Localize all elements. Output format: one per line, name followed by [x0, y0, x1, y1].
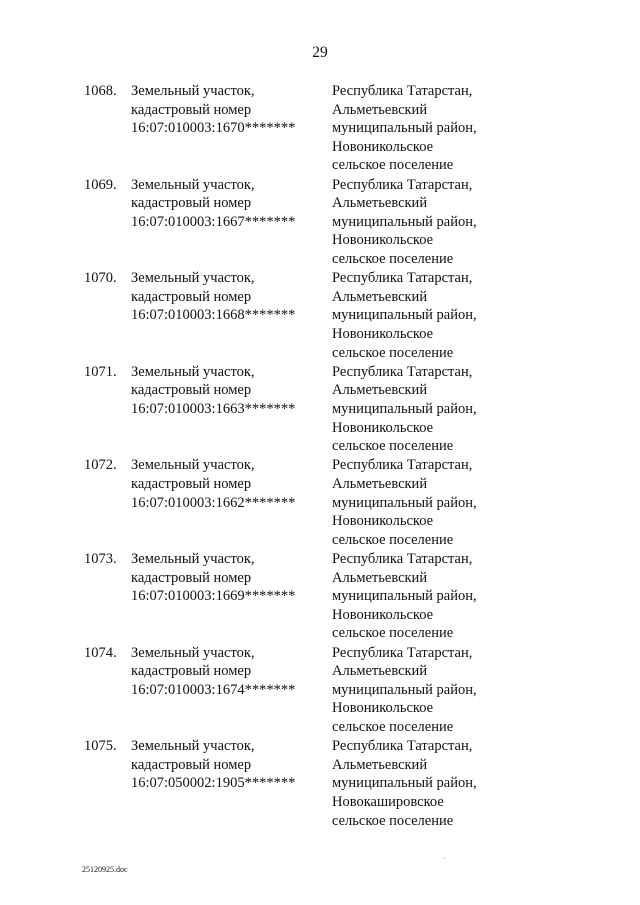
- description-line: Земельный участок,: [131, 550, 255, 567]
- address-line: муниципальный район,: [332, 775, 477, 792]
- address-line: Новоникольское: [332, 700, 434, 717]
- address-line: Новоникольское: [332, 606, 434, 623]
- description-line: кадастровый номер: [131, 756, 252, 773]
- address-line: Альметьевский: [332, 756, 428, 773]
- entry-number: 1068.: [84, 83, 117, 99]
- entry-number: 1075.: [84, 738, 117, 755]
- scan-speck: [444, 858, 445, 859]
- address-line: Республика Татарстан,: [332, 363, 473, 380]
- address-line: Новоникольское: [332, 325, 434, 342]
- entry-description: [131, 737, 295, 793]
- list-item: [0, 176, 640, 270]
- address-line: муниципальный район,: [332, 681, 477, 698]
- entry-description: [131, 550, 295, 606]
- entry-address: [332, 269, 477, 362]
- address-line: муниципальный район,: [332, 588, 477, 605]
- address-line: Новоникольское: [332, 232, 434, 249]
- address-line: муниципальный район,: [332, 494, 477, 511]
- address-line: Республика Татарстан,: [332, 457, 473, 474]
- description-line: кадастровый номер: [131, 195, 252, 212]
- cadastral-number: 16:07:010003:1668*******: [131, 307, 296, 324]
- description-line: кадастровый номер: [131, 475, 252, 492]
- address-line: Альметьевский: [332, 475, 428, 492]
- description-line: кадастровый номер: [131, 101, 252, 118]
- address-line: Альметьевский: [332, 288, 428, 305]
- address-line: Республика Татарстан,: [332, 550, 473, 567]
- document-filename: 25120925.doc: [82, 865, 128, 874]
- list-item: [0, 363, 640, 457]
- entry-description: [131, 176, 295, 232]
- address-line: сельское поселение: [332, 344, 454, 361]
- address-line: муниципальный район,: [332, 307, 477, 324]
- address-line: сельское поселение: [332, 531, 454, 548]
- list-item: [0, 269, 640, 363]
- address-line: сельское поселение: [332, 157, 454, 174]
- cadastral-number: 16:07:010003:1670*******: [131, 120, 296, 137]
- entry-address: [332, 456, 477, 549]
- address-line: сельское поселение: [332, 625, 454, 642]
- address-line: муниципальный район,: [332, 400, 477, 417]
- entry-number: 1070.: [84, 270, 117, 287]
- address-line: Республика Татарстан,: [332, 738, 473, 755]
- address-line: Альметьевский: [332, 195, 428, 212]
- list-item: [0, 456, 640, 550]
- page-number: 29: [312, 44, 328, 61]
- description-line: Земельный участок,: [131, 270, 255, 287]
- address-line: Альметьевский: [332, 569, 428, 586]
- entry-address: [332, 644, 477, 737]
- address-line: сельское поселение: [332, 250, 454, 267]
- description-line: Земельный участок,: [131, 738, 255, 755]
- entry-address: [332, 550, 477, 643]
- address-line: Республика Татарстан,: [332, 270, 473, 287]
- address-line: Альметьевский: [332, 101, 428, 118]
- address-line: Новоникольское: [332, 419, 434, 436]
- entry-number: 1069.: [84, 176, 117, 193]
- entry-number: 1072.: [84, 457, 117, 474]
- entry-number: 1071.: [84, 363, 117, 380]
- description-line: Земельный участок,: [131, 457, 255, 474]
- address-line: Республика Татарстан,: [332, 83, 473, 99]
- entry-address: [332, 737, 477, 830]
- address-line: Альметьевский: [332, 663, 428, 680]
- entry-description: [131, 456, 295, 512]
- cadastral-number: 16:07:010003:1663*******: [131, 400, 296, 417]
- entry-description: [131, 269, 295, 325]
- entry-number: 1074.: [84, 644, 117, 661]
- address-line: Новоникольское: [332, 138, 434, 155]
- description-line: Земельный участок,: [131, 176, 255, 193]
- list-item: [0, 737, 640, 831]
- entry-address: [332, 176, 477, 269]
- description-line: кадастровый номер: [131, 663, 252, 680]
- entries-list: [0, 82, 640, 831]
- address-line: сельское поселение: [332, 812, 454, 829]
- address-line: Республика Татарстан,: [332, 176, 473, 193]
- cadastral-number: 16:07:010003:1669*******: [131, 588, 296, 605]
- address-line: сельское поселение: [332, 718, 454, 735]
- description-line: кадастровый номер: [131, 569, 252, 586]
- address-line: Новоникольское: [332, 513, 434, 530]
- entry-address: [332, 363, 477, 456]
- entry-address: [332, 82, 477, 175]
- description-line: Земельный участок,: [131, 363, 255, 380]
- entry-description: [131, 82, 295, 138]
- list-item: [0, 82, 640, 176]
- description-line: Земельный участок,: [131, 83, 255, 99]
- cadastral-number: 16:07:010003:1662*******: [131, 494, 296, 511]
- list-item: [0, 644, 640, 738]
- description-line: Земельный участок,: [131, 644, 255, 661]
- description-line: кадастровый номер: [131, 382, 252, 399]
- address-line: Альметьевский: [332, 382, 428, 399]
- address-line: Новокашировское: [332, 793, 444, 810]
- address-line: муниципальный район,: [332, 120, 477, 137]
- entry-description: [131, 363, 295, 419]
- list-item: [0, 550, 640, 644]
- address-line: муниципальный район,: [332, 213, 477, 230]
- address-line: сельское поселение: [332, 438, 454, 455]
- description-line: кадастровый номер: [131, 288, 252, 305]
- address-line: Республика Татарстан,: [332, 644, 473, 661]
- entry-number: 1073.: [84, 550, 117, 567]
- cadastral-number: 16:07:010003:1674*******: [131, 681, 296, 698]
- cadastral-number: 16:07:050002:1905*******: [131, 775, 296, 792]
- entry-description: [131, 644, 295, 700]
- cadastral-number: 16:07:010003:1667*******: [131, 213, 296, 230]
